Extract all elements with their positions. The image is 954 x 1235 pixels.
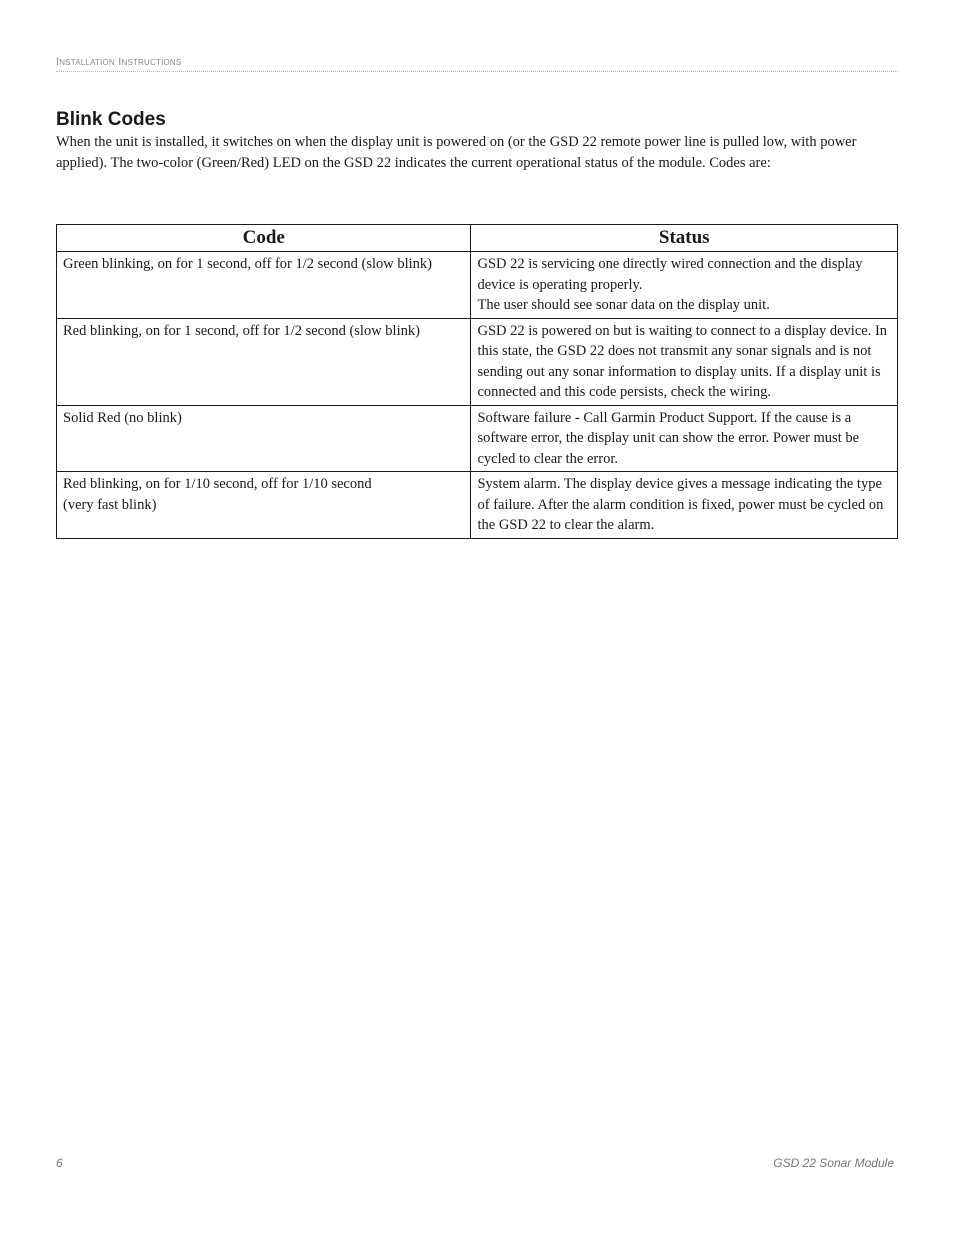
status-text-note: The user should see sonar data on the display unit. bbox=[477, 297, 770, 313]
code-text: Green blinking, on for 1 second, off for 1/2 second (slow blink) bbox=[63, 256, 433, 272]
running-head-text: Installation Instructions bbox=[56, 56, 182, 68]
status-text: System alarm. The display device gives a message indicating the type of failure. After the alarm condition is fixed, power must be cycled on the GSD 22 to clear the alarm. bbox=[477, 476, 884, 533]
status-text: GSD 22 is powered on but is waiting to connect to a display device. In this state, the GSD 22 does not transmit any sonar signals and is not sending out any sonar information to display units. If a display unit is connected and this code persists, check the wiring. bbox=[477, 322, 888, 400]
document-name: GSD 22 Sonar Module bbox=[773, 1156, 894, 1170]
status-cell bbox=[471, 252, 898, 319]
section-title: Blink Codes bbox=[56, 109, 166, 130]
intro-paragraph: When the unit is installed, it switches on when the display unit is powered on (or the GSD 22 remote power line is pulled low, with power applied). The two-color (Green/Red) LED on the GSD 22 indicates the current operational status of the module. Codes are: bbox=[56, 134, 857, 171]
code-text: Solid Red (no blink) bbox=[63, 409, 182, 426]
code-cell bbox=[57, 405, 471, 472]
status-cell bbox=[471, 318, 898, 405]
code-text-note: (very fast blink) bbox=[63, 496, 157, 513]
status-cell bbox=[471, 405, 898, 472]
page-number: 6 bbox=[56, 1156, 63, 1170]
status-text: Software failure - Call Garmin Product Support. If the cause is a software error, the display unit can show the error. Power must be cycled to clear the error. bbox=[477, 409, 860, 467]
table-row bbox=[57, 252, 898, 319]
code-cell bbox=[57, 318, 471, 405]
column-header-code: Code bbox=[57, 225, 471, 252]
status-cell bbox=[471, 472, 898, 539]
status-text: GSD 22 is servicing one directly wired connection and the display device is operating properly. bbox=[477, 256, 863, 293]
code-text: Red blinking, on for 1/10 second, off for 1/10 second bbox=[63, 476, 372, 492]
table-row bbox=[57, 318, 898, 405]
code-text: Red blinking, on for 1 second, off for 1/2 second (slow blink) bbox=[63, 322, 420, 339]
column-header-status: Status bbox=[471, 225, 898, 252]
table-header-row bbox=[57, 225, 898, 252]
table-row bbox=[57, 472, 898, 539]
running-header bbox=[56, 55, 898, 72]
code-cell bbox=[57, 252, 471, 319]
blink-codes-table bbox=[56, 224, 898, 539]
table-row bbox=[57, 405, 898, 472]
code-cell bbox=[57, 472, 471, 539]
